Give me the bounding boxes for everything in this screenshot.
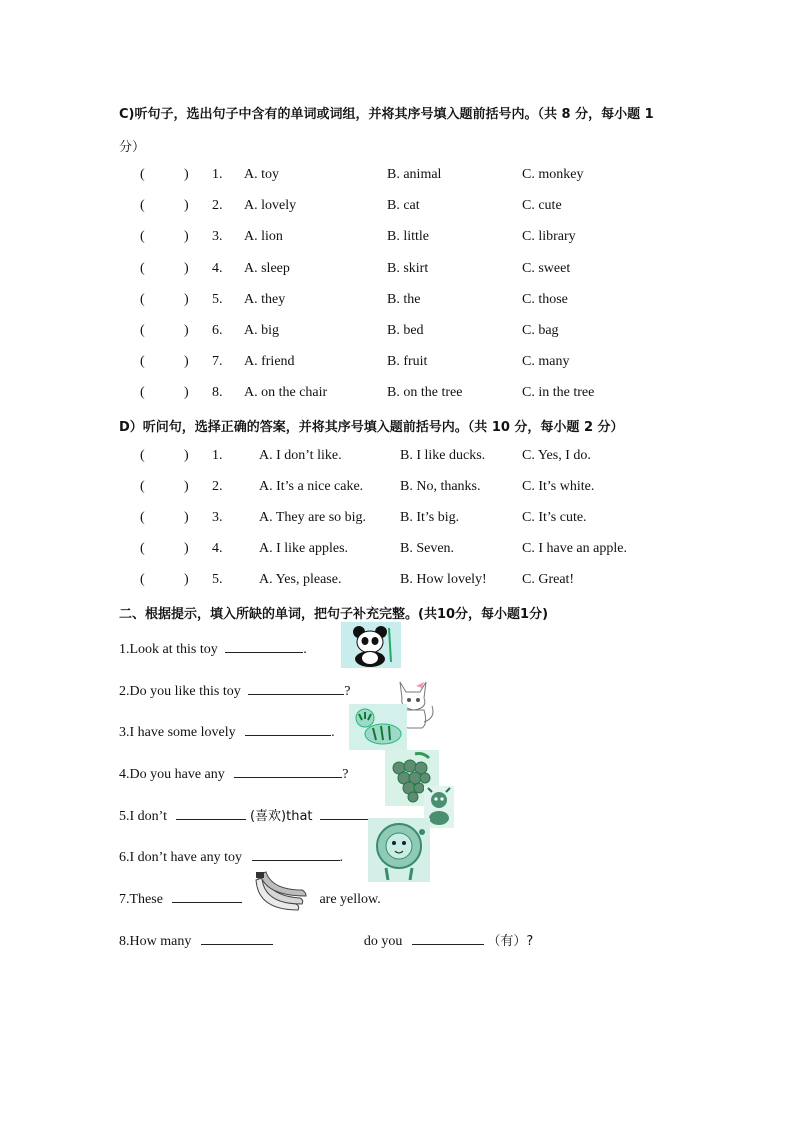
option-c: C. sweet [522,260,571,276]
sentence-1 [119,638,307,658]
option-b: B. on the tree [387,385,463,401]
option-c: C. those [522,291,568,307]
sentence-8-mid: do you [363,934,403,949]
option-a: A. sleep [244,260,290,276]
answer-paren-close[interactable]: ) [184,229,189,245]
answer-paren-open[interactable]: ( [140,541,145,556]
option-c: C. library [522,229,576,245]
sentence-8-text: 8.How many [119,934,192,949]
question-number: 2. [212,479,223,494]
option-a: A. I don’t like. [259,448,342,463]
sentence-1-end: . [303,642,307,657]
answer-paren-open[interactable]: ( [140,167,145,182]
section-c-title: C)听句子，选出句子中含有的单词或词组，并将其序号填入题前括号内。（共 8 分，每小题 1 [119,107,654,122]
sentence-7-blank[interactable] [172,888,242,903]
answer-paren-close[interactable]: ) [184,291,189,307]
option-b: B. Seven. [400,541,455,556]
sentence-7 [119,888,381,908]
option-a: A. lovely [244,198,297,214]
sentence-6-text: 6.I don’t have any toy [119,850,242,865]
banana-icon [252,870,308,914]
sentence-4 [119,763,348,783]
option-c: C. Great! [522,572,575,587]
option-c: C. cute [522,198,562,214]
answer-paren-open[interactable]: ( [140,323,145,338]
answer-paren-close[interactable]: ) [184,572,189,587]
option-c: C. many [522,354,570,370]
option-c: C. It’s cute. [522,510,587,525]
option-a: A. they [244,291,286,307]
sentence-4-end: ? [342,767,349,782]
sentence-3-blank[interactable] [245,721,331,736]
answer-paren-open[interactable]: ( [140,510,145,525]
option-c: C. I have an apple. [522,541,627,556]
sentence-3-end: . [331,725,335,740]
sentence-8 [119,930,533,950]
sentence-6-end: . [339,850,343,865]
option-c: C. It’s white. [522,479,595,494]
answer-paren-open[interactable]: ( [140,479,145,494]
question-number: 6. [212,323,223,338]
option-a: A. on the chair [244,385,328,401]
option-b: B. How lovely! [400,572,487,587]
option-a: A. I like apples. [259,541,349,556]
answer-paren-open[interactable]: ( [140,448,145,463]
question-number: 3. [212,510,223,525]
sentence-5-blank-2[interactable] [320,805,368,820]
answer-paren-close[interactable]: ) [184,198,189,214]
answer-paren-open[interactable]: ( [140,385,145,401]
question-number: 4. [212,260,223,276]
section-2-title: 二、根据提示，填入所缺的单词，把句子补充完整。(共10分，每小题1分) [119,607,549,622]
question-number: 4. [212,541,223,556]
option-b: B. skirt [387,260,429,276]
sentence-6-blank[interactable] [252,846,340,861]
answer-paren-close[interactable]: ) [184,541,189,556]
sentence-1-text: 1.Look at this toy [119,642,218,657]
sentence-5-text: 5.I don’t [119,809,167,824]
option-b: B. I like ducks. [400,448,486,463]
lion-icon [368,818,430,882]
option-b: B. No, thanks. [400,479,481,494]
sentence-8-hint: （有）? [487,934,534,949]
answer-paren-close[interactable]: ) [184,385,189,401]
option-b: B. fruit [387,354,428,370]
sentence-8-blank-2[interactable] [412,930,484,945]
answer-paren-open[interactable]: ( [140,229,145,245]
option-c: C. bag [522,323,559,338]
answer-paren-close[interactable]: ) [184,354,189,370]
tiger-icon [349,704,407,750]
question-number: 3. [212,229,223,245]
question-number: 8. [212,385,223,401]
sentence-2-end: ? [344,684,351,699]
option-b: B. little [387,229,429,245]
option-a: A. toy [244,167,279,182]
answer-paren-close[interactable]: ) [184,260,189,276]
question-number: 5. [212,572,223,587]
option-a: A. friend [244,354,295,370]
question-number: 7. [212,354,223,370]
section-c-title-cont: 分） [119,140,146,155]
sentence-5-blank-1[interactable] [176,805,246,820]
question-number: 5. [212,291,223,307]
panda-icon [341,622,401,668]
question-number: 1. [212,448,223,463]
option-a: A. lion [244,229,283,245]
question-number: 2. [212,198,223,214]
sentence-5 [119,805,368,825]
sentence-2-blank[interactable] [248,680,344,695]
sentence-1-blank[interactable] [225,638,303,653]
sentence-6 [119,846,343,866]
sentence-8-blank-1[interactable] [201,930,273,945]
option-c: C. in the tree [522,385,595,401]
option-a: A. big [244,323,279,338]
sentence-3-text: 3.I have some lovely [119,725,236,740]
option-b: B. bed [387,323,424,338]
option-a: A. They are so big. [259,510,367,525]
option-b: B. animal [387,167,442,182]
sentence-2-text: 2.Do you like this toy [119,684,241,699]
sentence-4-text: 4.Do you have any [119,767,225,782]
answer-paren-open[interactable]: ( [140,354,145,370]
answer-paren-open[interactable]: ( [140,198,145,214]
sentence-4-blank[interactable] [234,763,342,778]
sentence-7-text: 7.These [119,892,163,907]
sentence-7-end: are yellow. [319,892,381,907]
option-b: B. It’s big. [400,510,460,525]
answer-paren-close[interactable]: ) [184,479,189,494]
sentence-5-hint: (喜欢)that [249,809,313,824]
answer-paren-close[interactable]: ) [184,167,189,182]
option-b: B. cat [387,198,420,214]
answer-paren-open[interactable]: ( [140,572,145,587]
option-a: A. Yes, please. [259,572,342,587]
section-d-title: D）听问句，选择正确的答案，并将其序号填入题前括号内。（共 10 分，每小题 2 分） [119,420,624,435]
option-a: A. It’s a nice cake. [259,479,364,494]
answer-paren-open[interactable]: ( [140,291,145,307]
answer-paren-close[interactable]: ) [184,323,189,338]
answer-paren-open[interactable]: ( [140,260,145,276]
sentence-3 [119,721,335,741]
option-c: C. monkey [522,167,584,182]
option-b: B. the [387,291,421,307]
question-number: 1. [212,167,223,182]
answer-paren-close[interactable]: ) [184,510,189,525]
sentence-2 [119,680,350,700]
option-c: C. Yes, I do. [522,448,591,463]
answer-paren-close[interactable]: ) [184,448,189,463]
